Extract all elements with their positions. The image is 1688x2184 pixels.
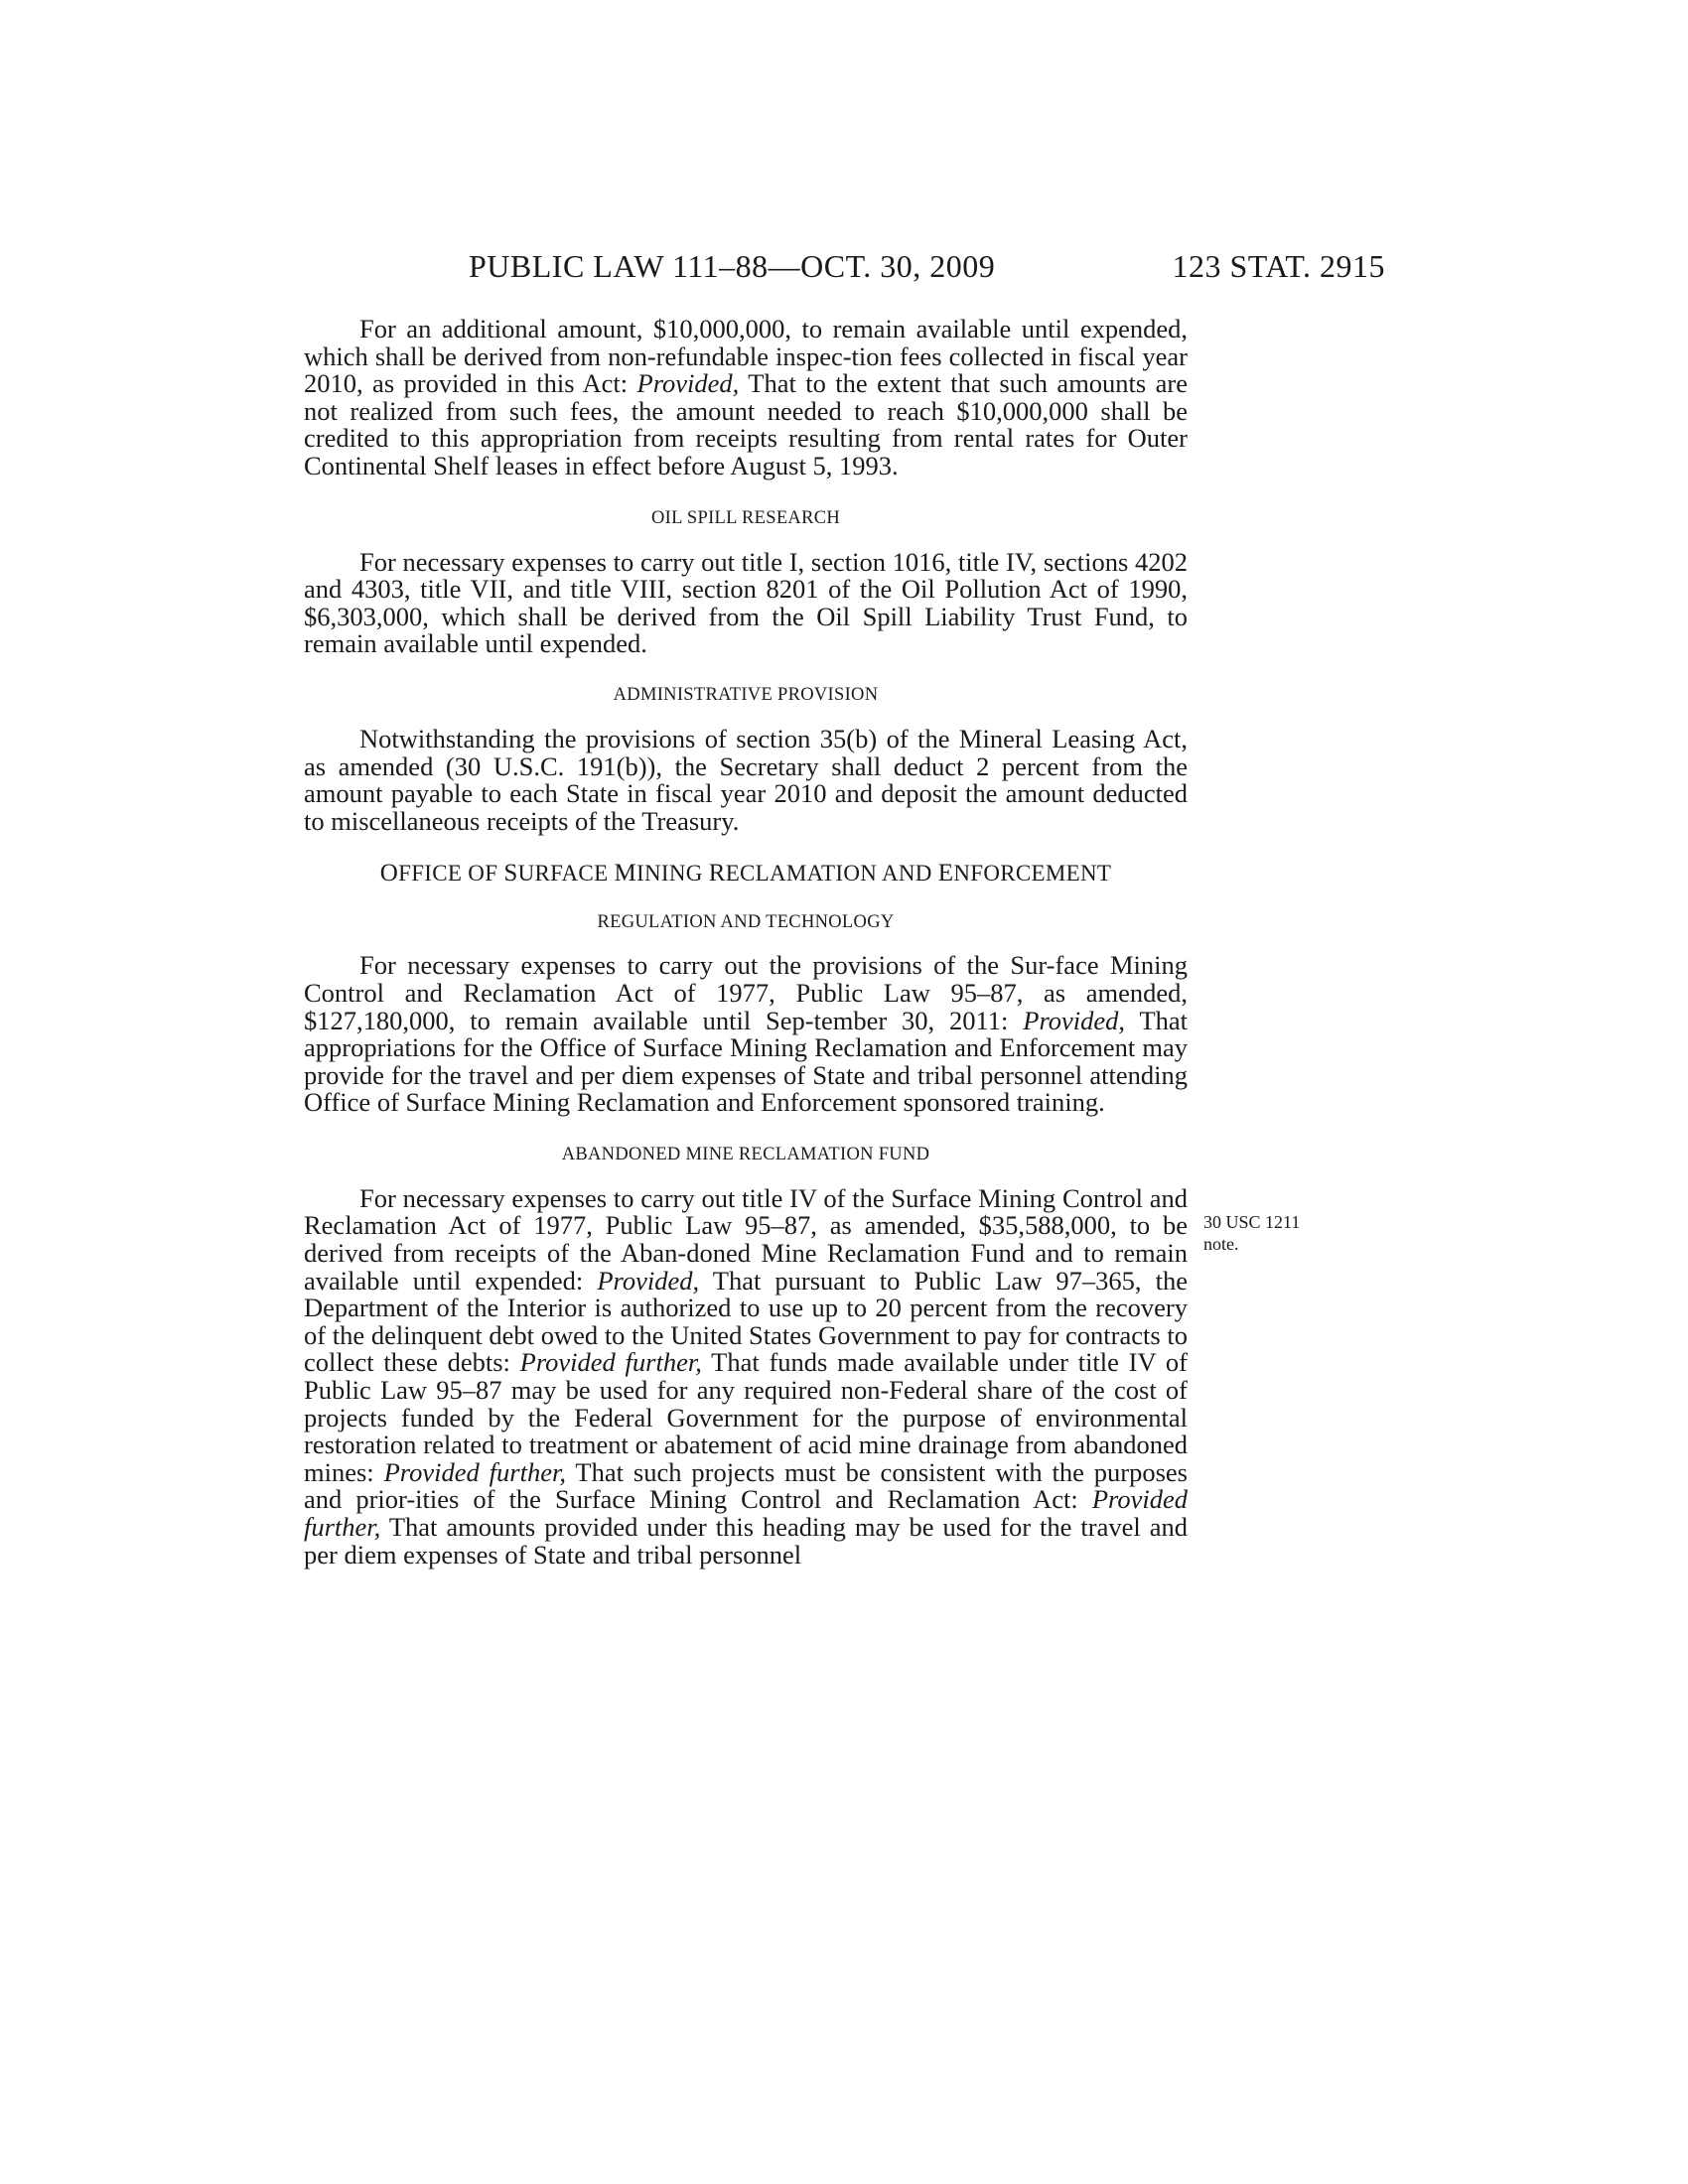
provided-italic: Provided, bbox=[636, 368, 740, 399]
provided-italic: Provided, bbox=[1023, 1005, 1126, 1035]
heading-abandoned-mine-fund: ABANDONED MINE RECLAMATION FUND bbox=[561, 1144, 930, 1164]
running-title: PUBLIC LAW 111–88—OCT. 30, 2009 bbox=[469, 248, 996, 284]
statute-page-reference: 123 STAT. 2915 bbox=[1172, 248, 1385, 284]
heading-administrative-provision: ADMINISTRATIVE PROVISION bbox=[613, 684, 879, 705]
heading-regulation-technology: REGULATION AND TECHNOLOGY bbox=[597, 912, 895, 933]
paragraph-additional-amount: For an additional amount, $10,000,000, to remain available until expended, which shall be derived from non-refundable inspec-tion fees collected in fiscal year 2010, as provided in this Act: Provided, That to the extent that such amounts are not realized from such fees, the amount needed to reach $10,000,000 shall be credited to this appropriation from receipts resulting from rental rates for Outer Continental Shelf leases in effect before August 5, 1993. bbox=[304, 314, 1189, 480]
paragraph-regulation: For necessary expenses to carry out the provisions of the Sur-face Mining Control and Reclamation Act of 1977, Public Law 95–87, as amended, $127,180,000, to remain available until Sep-tember 30, 2011: Provided, That appropriations for the Office of Surface Mining Reclamation and Enforcement may provide for the travel and per diem expenses of State and tribal personnel attending Office of Surface Mining Reclamation and Enforcement sponsored training. bbox=[304, 950, 1188, 1118]
paragraph-abandoned-mine: For necessary expenses to carry out title IV of the Surface Mining Control and Reclamation Act of 1977, Public Law 95–87, as amended, $35,588,000, to be derived from receipts of the Aban-doned Mine Reclamation Fund and to remain available until expended: Provided, That pursuant to Public Law 97–365, the Department of the Interior is authorized to use up to 20 percent from the recovery of the delinquent debt owed to the United States Government to pay for contracts to collect these debts: Provided further, That funds made available under title IV of Public Law 95–87 may be used for any required non-Federal share of the cost of projects funded by the Federal Government for the purpose of environmental restoration related to treatment or abatement of acid mine drainage from abandoned mines: Provided further, That such projects must be consistent with the purposes and prior-ities of the Surface Mining Control and Reclamation Act: Provided further, That amounts provided under this heading may be used for the travel and per diem expenses of State and tribal personnel bbox=[304, 1182, 1188, 1570]
main-text-column bbox=[304, 316, 1188, 1569]
page-header bbox=[298, 248, 1385, 288]
paragraph-administrative: Notwithstanding the provisions of section 35(b) of the Mineral Leasing Act, as amended (30 U.S.C. 191(b)), the Secretary shall deduct 2 percent from the amount payable to each State in fiscal year 2010 and deposit the amount deducted to miscellaneous receipts of the Treasury. bbox=[304, 723, 1188, 836]
heading-oil-spill-research: OIL SPILL RESEARCH bbox=[650, 507, 841, 528]
paragraph-oil-spill: For necessary expenses to carry out title I, section 1016, title IV, sections 4202 and 4303, title VII, and title VIII, section 8201 of the Oil Pollution Act of 1990, $6,303,000, which shall be derived from the Oil Spill Liability Trust Fund, to remain available until expended. bbox=[304, 546, 1188, 659]
margin-note-usc-citation: 30 USC 1211 note. bbox=[1203, 1212, 1301, 1254]
agency-heading: OFFICE OF SURFACE MINING RECLAMATION AND ENFORCEMENT bbox=[379, 860, 1112, 887]
